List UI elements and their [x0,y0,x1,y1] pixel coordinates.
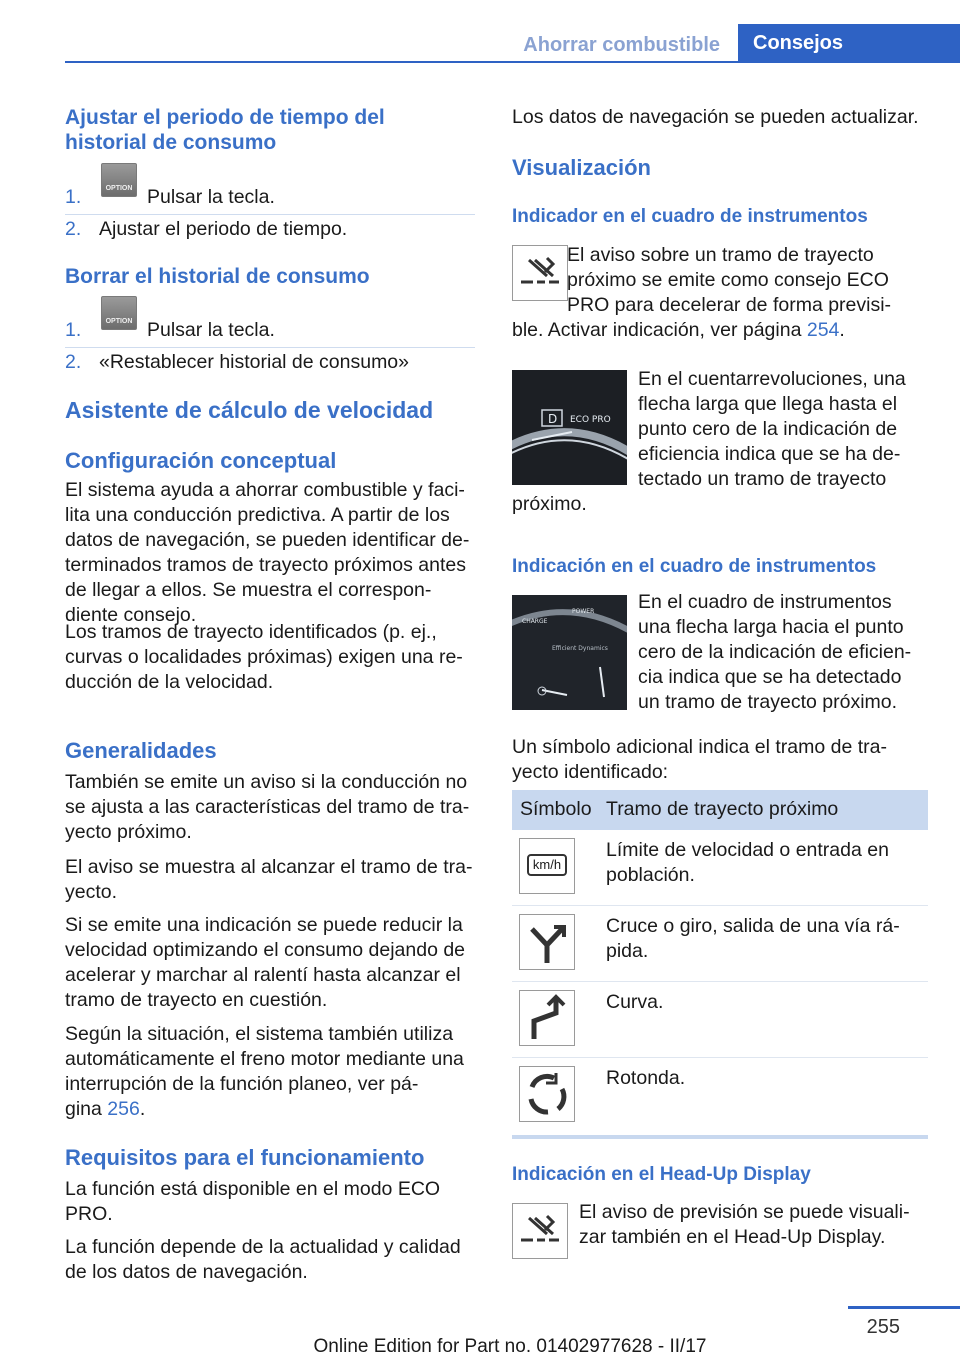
step-number: 1. [65,186,82,208]
step-number: 1. [65,319,82,341]
paragraph-general-2: El aviso se muestra al alcanzar el tramo de tra- yecto. [65,856,473,903]
paragraph-nav-update: Los datos de navegación se pueden actualizar. [512,106,919,128]
junction-exit-icon [519,914,575,970]
svg-text:D: D [548,412,558,426]
svg-text:CHARGE: CHARGE [522,618,548,625]
ajustar-step-1 [65,185,475,210]
step-divider [65,347,475,348]
header-section-title: Ahorrar combustible [523,34,720,56]
step-number: 2. [65,351,82,373]
borrar-step-1 [65,318,475,343]
curve-icon [519,990,575,1046]
heading-hud: Indicación en el Head-Up Display [512,1164,811,1185]
option-key-icon: OPTION [101,163,137,197]
header-chapter-tab: Consejos [738,24,960,62]
page-link-254[interactable]: 254 [806,319,840,341]
heading-config: Configuración conceptual [65,448,337,473]
svg-text:POWER: POWER [572,608,595,615]
table-cell-text: Rotonda. [606,1067,686,1089]
paragraph-indicador: El aviso sobre un tramo de trayecto próximo se emite como consejo ECO PRO para decelerar de forma previsi- [567,244,892,316]
heading-indicador: Indicador en el cuadro de instrumentos [512,206,868,227]
table-row-divider [512,1057,928,1058]
paragraph-config: El sistema ayuda a ahorrar combustible y faci- lita una conducción predictiva. A partir de los datos de navegación, se pueden identificar de- terminados tramos de trayecto próximos antes de llegar a ellos. Se muestra el correspon- diente consejo. [65,479,470,626]
column-header-simbolo: Símbolo [520,798,592,820]
heading-visualizacion: Visualización [512,155,651,180]
hazard-road-icon [512,245,568,301]
paragraph-general-1: También se emite un aviso si la conducción no se ajusta a las características del tramo de tra- yecto próximo. [65,771,470,843]
table-cell-text: Límite de velocidad o entrada en población. [606,839,889,886]
heading-borrar: Borrar el historial de consumo [65,265,370,288]
paragraph-hud: El aviso de previsión se puede visuali- zar también en el Head-Up Display. [579,1201,910,1248]
paragraph-tramos: Los tramos de trayecto identificados (p. ej., curvas o localidades próximas) exigen una re- ducción de la velocidad. [65,621,463,693]
hazard-road-hud-icon [512,1203,568,1259]
efficient-dynamics-photo [512,595,627,710]
table-cell-text: Cruce o giro, salida de una vía rá- pida. [606,915,900,962]
paragraph-simbolo: Un símbolo adicional indica el tramo de tra- yecto identificado: [512,736,888,783]
page-number: 255 [866,1316,900,1338]
svg-text:ECO PRO: ECO PRO [570,415,611,425]
ajustar-step-2 [65,217,475,242]
heading-asistente: Asistente de cálculo de velocidad [65,397,434,423]
step-divider [65,214,475,215]
table-cell-text: Curva. [606,991,664,1013]
paragraph-req-1: La función está disponible en el modo ECO PRO. [65,1178,441,1225]
footer-rule [848,1306,960,1309]
speed-limit-kmh-icon: km/h [519,838,575,894]
option-key-icon: OPTION [101,296,137,330]
header-rule [65,61,960,63]
heading-indicacion: Indicación en el cuadro de instrumentos [512,556,877,577]
table-bottom-rule [512,1135,928,1139]
paragraph-req-2: La función depende de la actualidad y calidad de los datos de navegación. [65,1236,461,1283]
step-text: «Restablecer historial de consumo» [99,351,410,373]
paragraph-general-3: Si se emite una indicación se puede reducir la velocidad optimizando el consumo dejando de acelerar y marchar al ralentí hasta alcanzar el tramo de trayecto en cuestión. [65,914,466,1011]
symbol-table-header [512,790,928,830]
paragraph-indicacion: En el cuadro de instrumentos una flecha larga hacia el punto cero de la indicación de eficien- cia indica que se ha detectado un tramo de trayecto próximo. [638,591,912,713]
page-link-256[interactable]: 256 [107,1098,140,1120]
paragraph-cuenta-end: próximo. [512,493,587,515]
step-text: Ajustar el periodo de tiempo. [99,218,348,240]
paragraph-general-4: Según la situación, el sistema también utiliza automáticamente el freno motor mediante una interrupción de la función planeo, ver pá- gina 256. [65,1023,464,1120]
paragraph-cuenta: En el cuentarrevoluciones, una flecha larga que llega hasta el punto cero de la indicación de eficiencia indica que se ha de- tectado un tramo de trayecto [638,368,906,490]
step-number: 2. [65,218,82,240]
heading-generalidades: Generalidades [65,738,217,763]
roundabout-icon [519,1066,575,1122]
step-text: Pulsar la tecla. [147,319,275,341]
table-row-divider [512,981,928,982]
paragraph-indicador-end: ble. Activar indicación, ver página 254. [512,319,845,341]
heading-requisitos: Requisitos para el funcionamiento [65,1145,425,1170]
table-row-divider [512,905,928,906]
step-text: Pulsar la tecla. [147,186,275,208]
column-header-tramo: Tramo de trayecto próximo [606,798,839,820]
svg-text:Efficient Dynamics: Efficient Dynamics [552,645,608,652]
footer-edition: Online Edition for Part no. 01402977628 - II/17 [313,1336,707,1357]
tachometer-eco-pro-photo [512,370,627,485]
borrar-step-2 [65,350,475,375]
heading-ajustar: Ajustar el periodo de tiempo del historial de consumo [65,106,385,154]
